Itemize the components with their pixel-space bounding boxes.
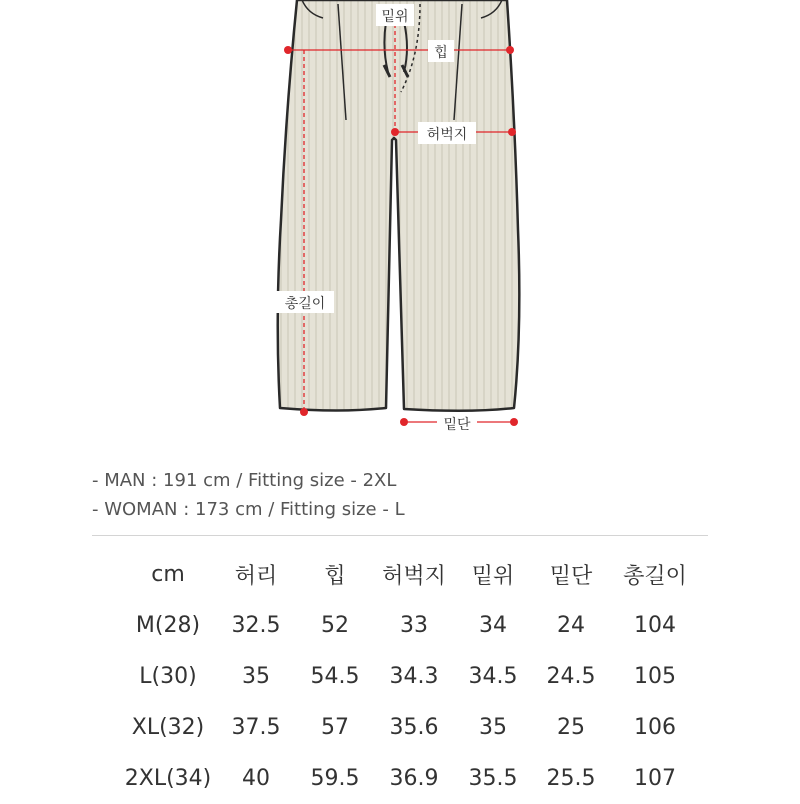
length-measure-dot xyxy=(300,408,308,416)
rise-cell: 34.5 xyxy=(468,664,518,689)
hem-cell: 24 xyxy=(557,613,585,638)
man-fitting-note: - MAN : 191 cm / Fitting size - 2XL xyxy=(92,470,397,491)
size-table xyxy=(124,549,696,804)
rise-cell: 35 xyxy=(479,715,507,740)
hem-cell: 25.5 xyxy=(546,766,596,791)
thigh-cell: 36.9 xyxy=(389,766,439,791)
length-cell: 106 xyxy=(634,715,676,740)
table-header-row xyxy=(124,549,696,600)
size-cell: 2XL(34) xyxy=(124,766,212,791)
header-hip: 힙 xyxy=(324,564,346,589)
header-thigh: 허벅지 xyxy=(382,564,446,589)
header-waist: 허리 xyxy=(234,564,278,589)
hip-label: 힙 xyxy=(434,45,448,61)
hem-cell: 25 xyxy=(557,715,585,740)
waist-cell: 32.5 xyxy=(231,613,281,638)
thigh-cell: 35.6 xyxy=(389,715,439,740)
length-cell: 105 xyxy=(634,664,676,689)
pants-illustration xyxy=(278,0,520,411)
thigh-measure-dot xyxy=(508,128,516,136)
rise-cell: 34 xyxy=(479,613,507,638)
header-length: 총길이 xyxy=(623,564,687,589)
fitting-notes xyxy=(92,466,405,524)
hem-measure-dot-left xyxy=(400,418,408,426)
thigh-label: 허벅지 xyxy=(426,127,468,143)
hem-label: 밑단 xyxy=(443,417,471,433)
hip-measure-dot-left xyxy=(284,46,292,54)
length-label: 총길이 xyxy=(284,296,326,312)
size-cell: XL(32) xyxy=(131,715,205,740)
size-cell: M(28) xyxy=(135,613,201,638)
length-cell: 104 xyxy=(634,613,676,638)
waist-cell: 35 xyxy=(242,664,270,689)
woman-fitting-note: - WOMAN : 173 cm / Fitting size - L xyxy=(92,499,405,520)
waist-cell: 40 xyxy=(242,766,270,791)
thigh-cell: 33 xyxy=(400,613,428,638)
hip-cell: 57 xyxy=(321,715,349,740)
table-row xyxy=(124,702,696,753)
length-cell: 107 xyxy=(634,766,676,791)
table-row xyxy=(124,651,696,702)
size-cell: L(30) xyxy=(139,664,197,689)
header-rise: 밑위 xyxy=(471,564,515,589)
header-unit: cm xyxy=(151,562,185,587)
hem-cell: 24.5 xyxy=(546,664,596,689)
thigh-cell: 34.3 xyxy=(389,664,439,689)
hip-cell: 54.5 xyxy=(310,664,360,689)
rise-label: 밑위 xyxy=(381,9,409,25)
hip-measure-dot-right xyxy=(506,46,514,54)
hem-measure-dot-right xyxy=(510,418,518,426)
header-hem: 밑단 xyxy=(549,564,593,589)
hip-cell: 59.5 xyxy=(310,766,360,791)
rise-cell: 35.5 xyxy=(468,766,518,791)
waist-cell: 37.5 xyxy=(231,715,281,740)
table-row xyxy=(124,753,696,804)
divider xyxy=(92,535,708,536)
table-row xyxy=(124,600,696,651)
hip-cell: 52 xyxy=(321,613,349,638)
